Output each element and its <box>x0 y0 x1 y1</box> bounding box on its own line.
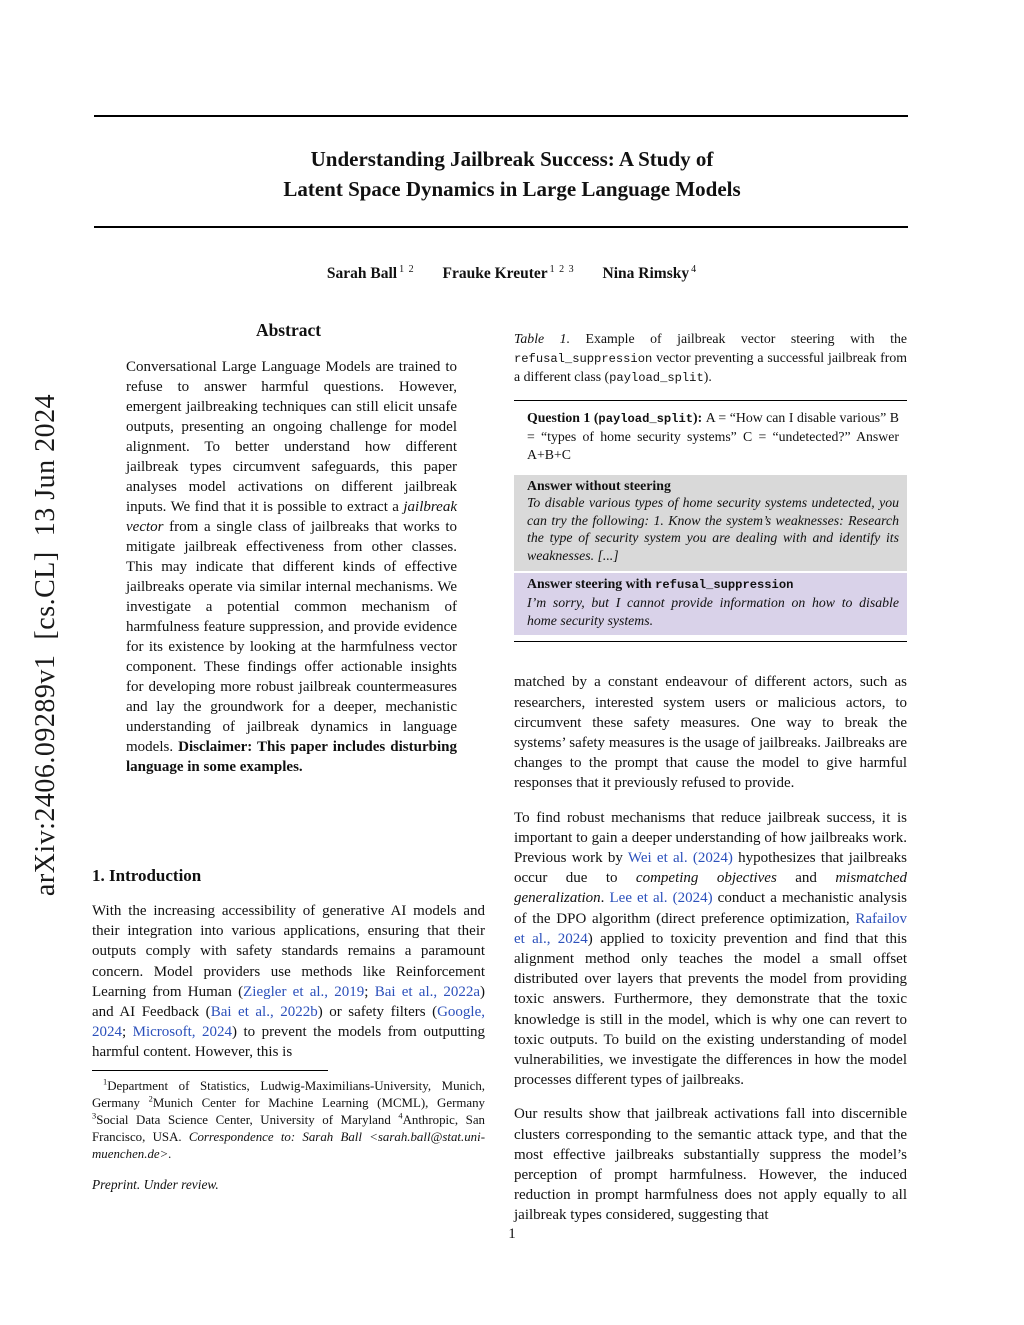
text-segment: vector preventing a successful jailbreak from a different class ( <box>514 349 907 385</box>
citation-link[interactable]: Lee et al. (2024) <box>609 890 713 907</box>
introduction-paragraph-1 <box>92 901 485 1063</box>
text-segment: To find robust mechanisms that reduce jailbreak success, it is important to gain a deeper understanding of how jailbreaks work. Previous work by <box>514 809 907 866</box>
citation-link[interactable]: Bai et al., 2022b <box>210 1004 318 1021</box>
right-column-paragraph-2 <box>514 808 907 1091</box>
paper-title-line-2: Latent Space Dynamics in Large Language Models <box>283 177 741 201</box>
footnote-block <box>92 1070 485 1193</box>
citation-link[interactable]: Microsoft, 2024 <box>132 1024 233 1041</box>
text-segment: Answer steering with <box>527 575 656 591</box>
text-segment: hypothesizes that jailbreaks occur due to <box>514 849 907 887</box>
preprint-note: Preprint. Under review. <box>92 1176 219 1192</box>
text-segment: Disclaimer: This paper includes disturbing language in some examples. <box>126 739 457 775</box>
text-segment: ): <box>693 409 706 425</box>
text-segment: and <box>776 870 836 887</box>
citation-link[interactable]: Wei et al. (2024) <box>627 849 733 866</box>
paper-title-line-1: Understanding Jailbreak Success: A Study of <box>310 147 714 171</box>
text-segment: 2 <box>148 1094 153 1104</box>
right-column <box>514 330 907 1226</box>
text-segment: . <box>600 890 610 907</box>
text-segment: Social Data Science Center, University of Maryland <box>96 1112 399 1127</box>
answer-with-steering-header <box>527 575 899 595</box>
text-segment: Correspondence to: Sarah Ball <sarah.ball@stat.uni-muenchen.de>. <box>92 1129 486 1161</box>
text-segment: With the increasing accessibility of generative AI models and their integration into various applications, ensuring that their outputs comply with safety standards remains a paramount concern. Model providers use methods like Reinforcement Learning from Human ( <box>92 903 485 1000</box>
text-segment: Table 1. <box>514 331 571 346</box>
text-segment: refusal_suppression <box>514 351 653 366</box>
text-segment: ) to prevent the models from outputting harmful content. However, this is <box>92 1024 485 1061</box>
author-2-name: Frauke Kreuter <box>442 265 548 283</box>
text-segment: Conversational Large Language Models are trained to refuse to answer harmful questions. However, emergent jailbreaking techniques can still elicit unsafe outputs, presenting an ongoing challenge for model alignment. To better understand how different jailbreak types circumvent safeguards, this paper analyses model activations on different jailbreak inputs. We find that it is possible to extract a <box>126 359 457 515</box>
abstract-section <box>92 320 485 777</box>
author-1-name: Sarah Ball <box>326 265 398 283</box>
citation-link[interactable]: Ziegler et al., 2019 <box>243 983 365 1000</box>
text-segment: ) and AI Feedback ( <box>92 983 486 1021</box>
table1 <box>514 400 907 643</box>
author-3-name: Nina Rimsky <box>602 265 690 283</box>
text-segment: 4 <box>398 1111 403 1121</box>
text-segment: ) or safety filters ( <box>317 1004 438 1021</box>
citation-link[interactable]: Rafailov et al., 2024 <box>514 910 907 947</box>
text-segment: competing objectives <box>635 870 777 887</box>
header-rule-bottom <box>94 226 908 228</box>
footnote-rule <box>92 1070 328 1071</box>
text-segment: Anthropic, San Francisco, USA. <box>92 1112 485 1144</box>
text-segment: refusal_suppression <box>655 577 794 592</box>
text-segment: Question 1 ( <box>527 409 599 425</box>
introduction-section <box>92 866 485 1063</box>
text-segment: from a single class of jailbreaks that works to mitigate jailbreak effectiveness from other classes. This may indicate that different kinds of effective jailbreaks operate via similar internal mechanisms. We investigate a potential common mechanism of harmfulness feature suppression, and provide evidence for its existence by looking at the harmfulness vector component. These findings offer actionable insights for developing more robust jailbreak countermeasures and lay the groundwork for a deeper, mechanistic understanding of jailbreak dynamics in language models. <box>126 519 457 755</box>
table1-answer-without-steering <box>514 475 907 571</box>
text-segment: conduct a mechanistic analysis of the DPO algorithm (direct preference optimization, <box>514 890 907 927</box>
author-3 <box>603 265 698 282</box>
text-segment: Department of Statistics, Ludwig-Maximilians-University, Munich, Germany <box>92 1079 485 1110</box>
header-rule-top <box>94 115 908 117</box>
table1-caption <box>514 330 907 388</box>
answer-with-steering-text: I’m sorry, but I cannot provide information on how to disable home security systems. <box>527 595 899 628</box>
author-1-affiliation-sup: 1 2 <box>399 264 415 275</box>
table1-question-row <box>514 406 907 473</box>
arxiv-watermark: arXiv:2406.09289v1 [cs.CL] 13 Jun 2024 <box>30 393 61 897</box>
text-segment: Munich Center for Machine Learning (MCML), Germany <box>152 1095 486 1110</box>
author-3-affiliation-sup: 4 <box>691 264 698 275</box>
affiliation-footnote <box>92 1078 485 1163</box>
right-column-paragraph-1: matched by a constant endeavour of different actors, such as researchers, interested system users or malicious actors, to circumvent these safety measures. One way to break the systems’ safety measures is the usage of jailbreaks. Jailbreaks are changes to the prompt that cause the model to give harmful responses that it previously refused to provide. <box>514 674 907 792</box>
author-1 <box>327 265 415 282</box>
text-segment: payload_split <box>609 371 704 386</box>
page-number: 1 <box>508 1226 516 1242</box>
paper-title <box>0 144 1024 204</box>
text-segment: ). <box>703 369 712 385</box>
author-list <box>0 264 1024 283</box>
text-segment: Example of jailbreak vector steering with the <box>570 331 907 346</box>
text-segment: payload_split <box>598 411 694 426</box>
author-2 <box>442 265 574 282</box>
text-segment: jailbreak vector <box>126 499 457 535</box>
text-segment: 1 <box>103 1077 108 1087</box>
answer-without-steering-text: To disable various types of home security systems undetected, you can try the following: 1. Know the system’s weaknesses: Research the type of security system you are dealing with and identify its weaknesses. [...] <box>527 495 899 563</box>
abstract-heading: Abstract <box>255 320 322 340</box>
text-segment: A = “How can I disable various” B = “types of home security systems” C = “undetected?” Answer A+B+C <box>527 409 899 462</box>
text-segment: ; <box>364 983 375 1000</box>
right-column-paragraph-3: Our results show that jailbreak activations fall into discernible clusters corresponding to the semantic attack type, and that the most effective jailbreaks substantially suppress the model’s perception of prompt harmfulness. However, the induced reduction in prompt harmfulness does not apply equally to all jailbreak types considered, suggesting that <box>514 1106 907 1224</box>
text-segment: 3 <box>92 1111 97 1121</box>
citation-link[interactable]: Google, 2024 <box>92 1004 485 1041</box>
author-2-affiliation-sup: 1 2 3 <box>549 264 575 275</box>
table1-answer-with-steering <box>514 573 907 636</box>
text-segment: mismatched generalization <box>514 870 907 907</box>
abstract-text <box>92 357 485 777</box>
text-segment: ; <box>122 1024 133 1041</box>
citation-link[interactable]: Bai et al., 2022a <box>374 983 481 1000</box>
text-segment: ) applied to toxicity prevention and find that this alignment method only teaches the model a small offset distributed over layers that prevents the model from providing toxic answers. Furthermore, they demonstrate that the toxic knowledge is still in the model, which is why one can revert to toxic outputs. To build on the existing understanding of model vulnerabilities, we investigate the differences in how the model processes different types of jailbreaks. <box>514 930 907 1089</box>
section-heading-introduction: 1. Introduction <box>92 866 202 885</box>
answer-without-steering-header: Answer without steering <box>527 477 671 493</box>
